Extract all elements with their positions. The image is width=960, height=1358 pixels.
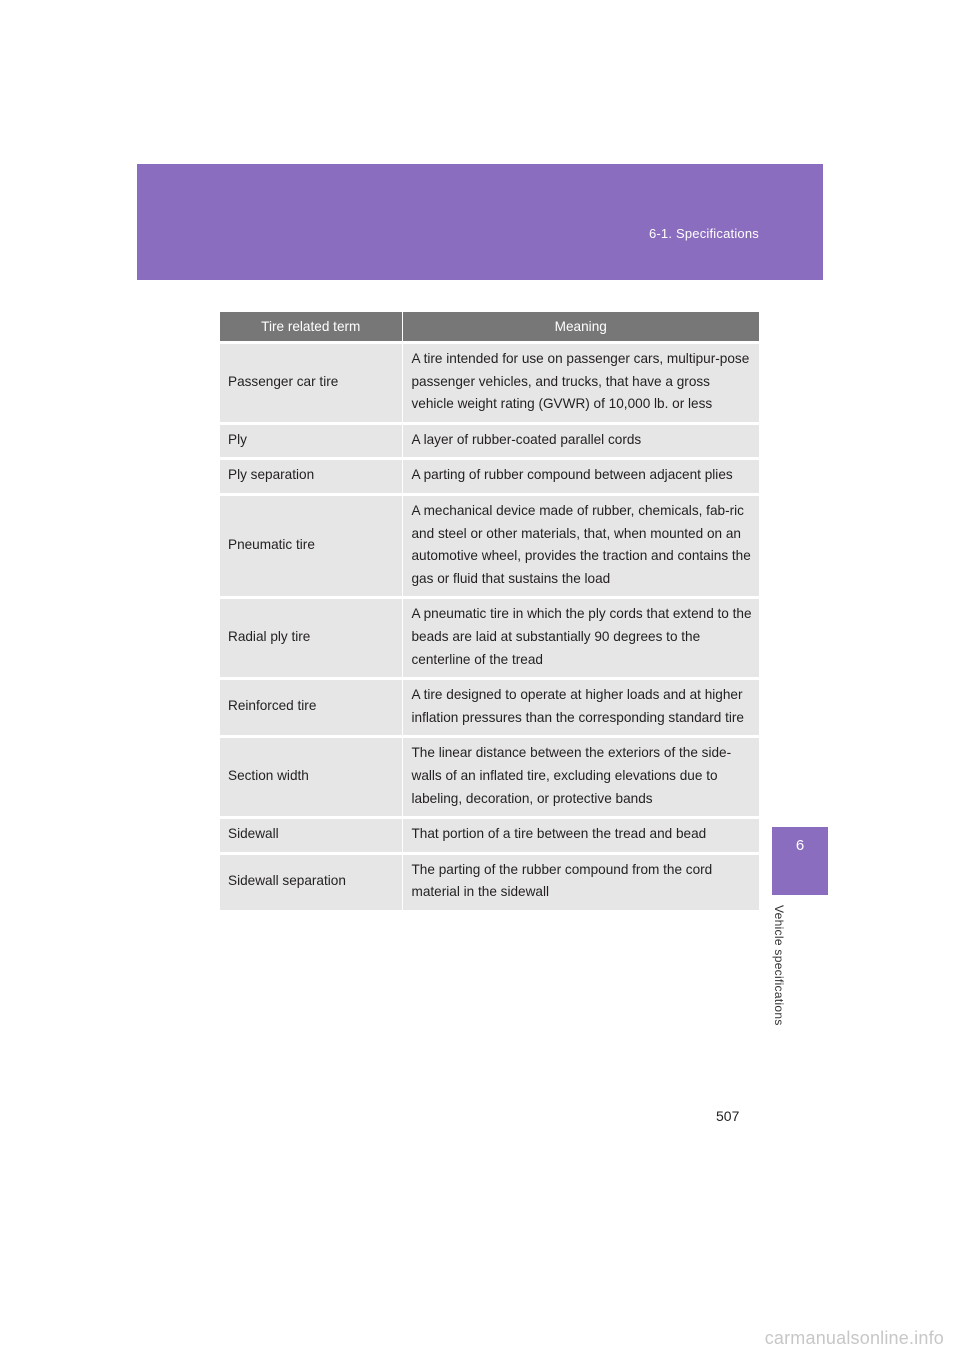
- term-cell: Reinforced tire: [220, 679, 402, 737]
- term-cell: Passenger car tire: [220, 343, 402, 424]
- tire-terms-table: [220, 312, 759, 910]
- meaning-cell: The parting of the rubber compound from the cord material in the sidewall: [402, 853, 759, 910]
- term-cell: Ply separation: [220, 459, 402, 495]
- meaning-cell: That portion of a tire between the tread and bead: [402, 818, 759, 854]
- term-cell: Sidewall: [220, 818, 402, 854]
- watermark: carmanualsonline.info: [764, 1328, 944, 1348]
- column-header-term: Tire related term: [220, 312, 402, 343]
- meaning-cell: A tire designed to operate at higher loads and at higher inflation pressures than the corresponding standard tire: [402, 679, 759, 737]
- meaning-cell: A layer of rubber-coated parallel cords: [402, 423, 759, 459]
- chapter-tab: [772, 827, 828, 895]
- header-band: [137, 164, 823, 280]
- table-row: [220, 737, 759, 818]
- meaning-cell: A pneumatic tire in which the ply cords that extend to the beads are laid at substantially 90 degrees to the centerline of the tread: [402, 598, 759, 679]
- table-row: [220, 423, 759, 459]
- table-row: [220, 459, 759, 495]
- table-row: [220, 679, 759, 737]
- table-row: [220, 494, 759, 597]
- table-row: [220, 818, 759, 854]
- page-number: 507: [716, 1108, 740, 1124]
- table-row: [220, 853, 759, 910]
- meaning-cell: The linear distance between the exteriors of the side-walls of an inflated tire, excluding elevations due to labeling, decoration, or protective bands: [402, 737, 759, 818]
- table-row: [220, 343, 759, 424]
- meaning-cell: A parting of rubber compound between adjacent plies: [402, 459, 759, 495]
- section-title: 6-1. Specifications: [648, 226, 759, 241]
- column-header-meaning: Meaning: [402, 312, 759, 343]
- term-cell: Ply: [220, 423, 402, 459]
- table-header-row: [220, 312, 759, 343]
- term-cell: Sidewall separation: [220, 853, 402, 910]
- term-cell: Section width: [220, 737, 402, 818]
- chapter-number: 6: [795, 837, 805, 854]
- meaning-cell: A mechanical device made of rubber, chemicals, fab-ric and steel or other materials, that, when mounted on an automotive wheel, provides the traction and contains the gas or fluid that sustains the load: [402, 494, 759, 597]
- term-cell: Radial ply tire: [220, 598, 402, 679]
- meaning-cell: A tire intended for use on passenger cars, multipur-pose passenger vehicles, and trucks, that have a gross vehicle weight rating (GVWR) of 10,000 lb. or less: [402, 343, 759, 424]
- chapter-label-text: Vehicle specifications: [772, 905, 786, 1026]
- chapter-label: [771, 905, 801, 1055]
- term-cell: Pneumatic tire: [220, 494, 402, 597]
- table-row: [220, 598, 759, 679]
